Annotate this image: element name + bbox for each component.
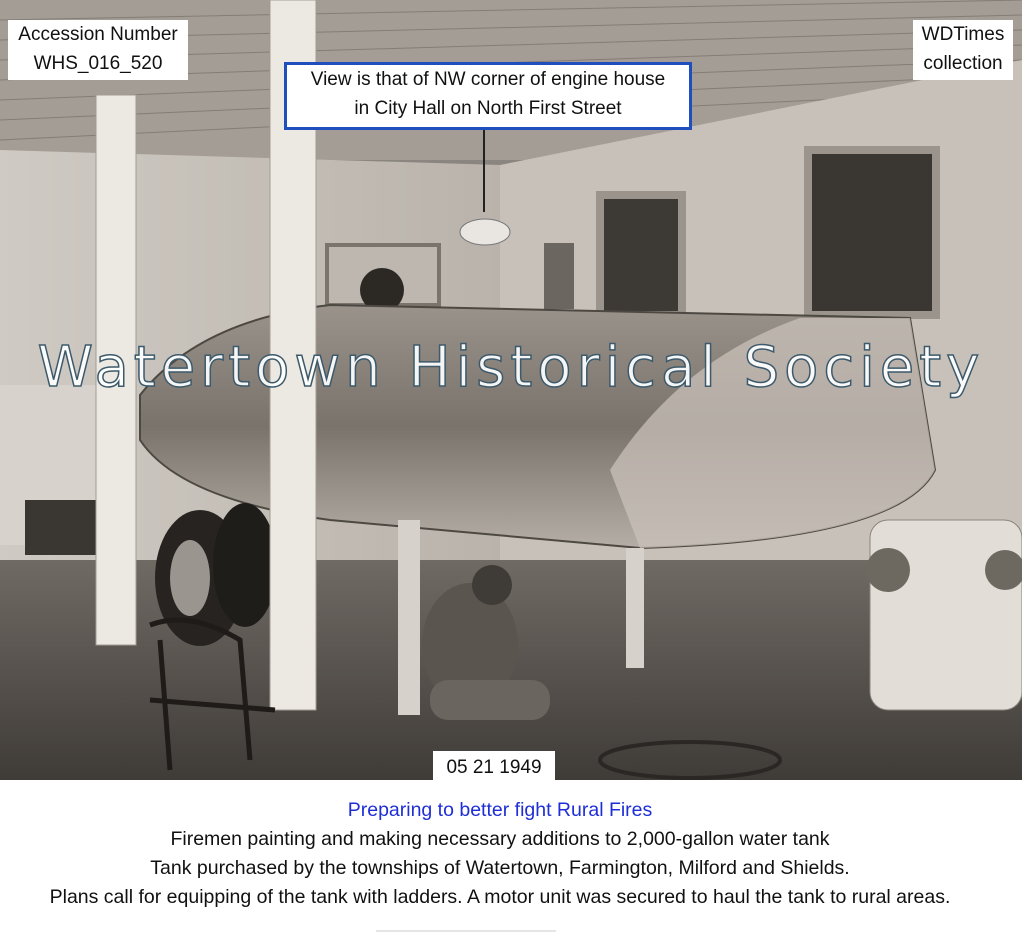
wheel-hub: [170, 540, 210, 616]
fireman-head: [472, 565, 512, 605]
photo-date: 05 21 1949: [433, 751, 555, 784]
accession-heading: Accession Number: [18, 24, 178, 45]
accession-label: [8, 20, 188, 80]
tank-stand-right: [626, 548, 644, 668]
window-right: [808, 150, 936, 315]
collection-label: [913, 20, 1013, 80]
view-note-line1: View is that of NW corner of engine house: [310, 69, 666, 90]
caption-line-3: Plans call for equipping of the tank with ladders. A motor unit was secured to haul the tank to rural areas.: [49, 886, 951, 908]
caption-line-2: Tank purchased by the townships of Watertown, Farmington, Milford and Shields.: [150, 857, 850, 879]
watermark-text: Watertown Historical Society: [37, 335, 985, 400]
cooler-logo-left: [866, 548, 910, 592]
tank-stand-left: [398, 520, 420, 715]
caption-title: Preparing to better fight Rural Fires: [347, 799, 653, 821]
accession-number: WHS_016_520: [33, 53, 163, 74]
soda-cooler: [870, 520, 1022, 710]
view-note-line2: in City Hall on North First Street: [354, 98, 622, 119]
caption: [0, 796, 1000, 912]
fireman-legs: [430, 680, 550, 720]
collection-line2: collection: [923, 53, 1003, 74]
shelf-cans: [25, 500, 100, 555]
wall-poster: [544, 243, 574, 309]
tank-wheel-rear: [213, 503, 277, 627]
caption-line-1: Firemen painting and making necessary additions to 2,000-gallon water tank: [170, 828, 830, 850]
footer-divider: [376, 930, 556, 932]
ceiling-lamp: [460, 219, 510, 245]
view-note: [284, 62, 692, 130]
collection-line1: WDTimes: [921, 24, 1005, 45]
window-left: [600, 195, 682, 315]
